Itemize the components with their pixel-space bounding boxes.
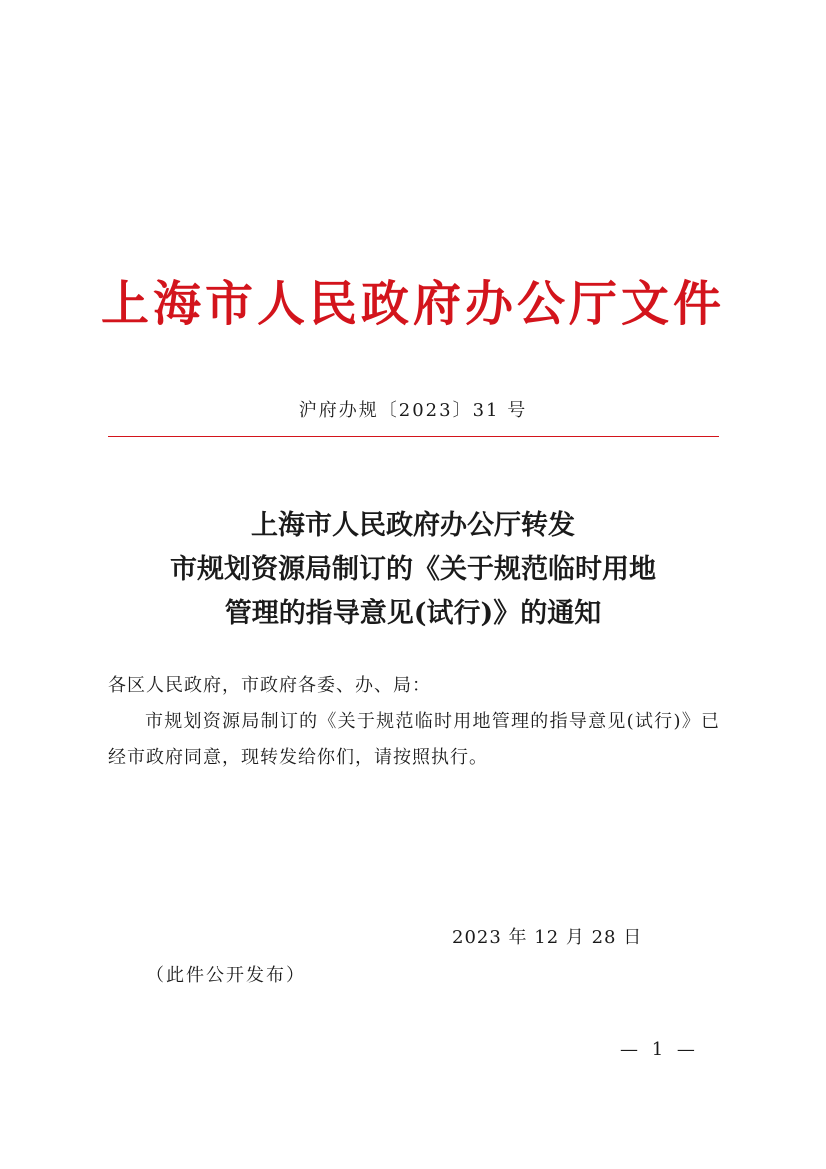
document-body xyxy=(108,668,720,776)
document-number: 沪府办规〔2023〕31 号 xyxy=(298,400,528,421)
disclosure-note: （此件公开发布） xyxy=(146,965,306,986)
body-paragraph: 市规划资源局制订的《关于规范临时用地管理的指导意见(试行)》已经市政府同意，现转发给你们，请按照执行。 xyxy=(108,711,720,768)
salutation: 各区人民政府，市政府各委、办、局： xyxy=(108,675,431,696)
issue-date: 2023 年 12 月 28 日 xyxy=(452,927,643,948)
issuer-title: 上海市人民政府办公厅文件 xyxy=(100,276,725,332)
title-line-2: 市规划资源局制订的《关于规范临时用地 xyxy=(170,554,656,585)
document-title xyxy=(0,504,826,636)
title-line-3: 管理的指导意见(试行)》的通知 xyxy=(224,598,602,629)
title-line-1: 上海市人民政府办公厅转发 xyxy=(251,510,575,541)
page-number: — 1 — xyxy=(620,1039,699,1060)
red-divider xyxy=(108,436,719,437)
